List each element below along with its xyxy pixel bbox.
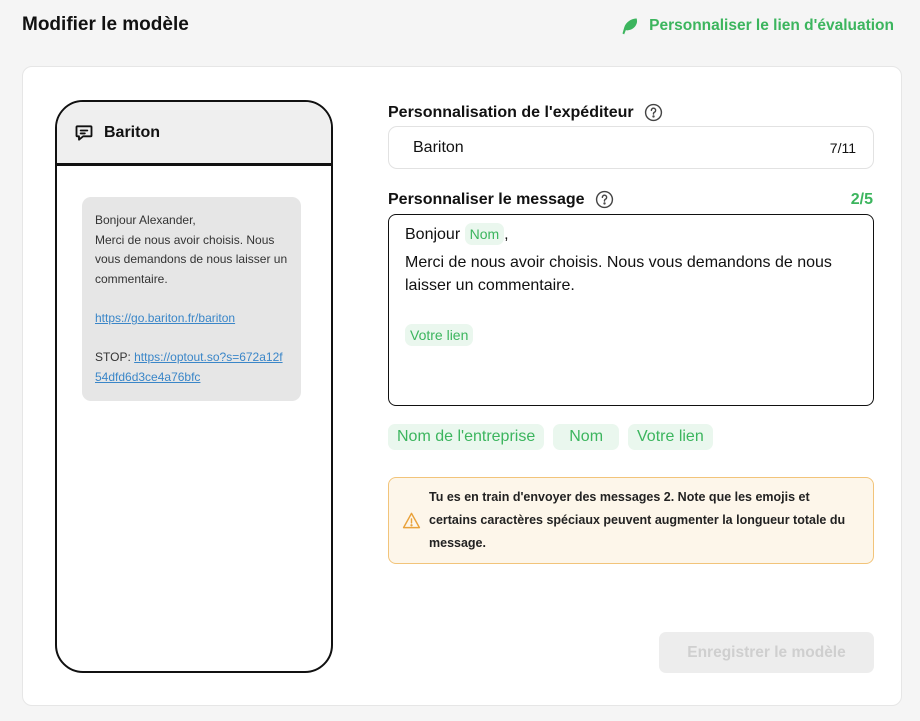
- message-line-greeting: [405, 223, 857, 246]
- warning-icon: [402, 511, 421, 530]
- name-variable-tag: Nom: [465, 223, 505, 245]
- message-body: Merci de nous avoir choisis. Nous vous demandons de nous laisser un commentaire.: [405, 254, 832, 294]
- bubble-greeting: Bonjour Alexander,: [95, 213, 196, 227]
- message-comma: ,: [504, 226, 509, 243]
- message-label-text: Personnaliser le message: [388, 190, 585, 208]
- customize-link-label: Personnaliser le lien d'évaluation: [649, 17, 894, 34]
- message-textarea[interactable]: [388, 214, 874, 406]
- pencil-leaf-icon: [620, 16, 640, 36]
- message-field-label: [388, 190, 614, 209]
- sender-field-label: [388, 103, 663, 122]
- help-icon[interactable]: [644, 103, 663, 122]
- warning-text: Tu es en train d'envoyer des messages 2. Note que les emojis et certains caractères spéciaux peuvent augmenter la longueur totale du message.: [429, 490, 846, 550]
- message-greeting: Bonjour: [405, 226, 465, 243]
- bubble-body: Merci de nous avoir choisis. Nous vous demandons de nous laisser un commentaire.: [95, 232, 288, 286]
- sender-char-count: 7/11: [829, 139, 856, 156]
- phone-sender-name: Bariton: [104, 123, 160, 141]
- length-warning: [388, 477, 874, 564]
- bubble-stop-line: [95, 348, 288, 387]
- save-template-button[interactable]: Enregistrer le modèle: [659, 632, 874, 673]
- message-segment-count: 2/5: [850, 191, 873, 208]
- template-editor-card: [22, 66, 902, 706]
- link-variable-tag: Votre lien: [405, 324, 473, 346]
- bubble-optout-link[interactable]: https://optout.so?s=672a12f54dfd6d3ce4a76bfc: [95, 350, 283, 384]
- help-icon[interactable]: [595, 190, 614, 209]
- sender-name-input[interactable]: [388, 126, 874, 169]
- bubble-stop-label: STOP:: [95, 350, 135, 365]
- insert-name-chip[interactable]: Nom: [553, 424, 619, 450]
- insert-company-name-chip[interactable]: Nom de l'entreprise: [388, 424, 544, 450]
- phone-header: [57, 102, 331, 166]
- bubble-review-link[interactable]: https://go.bariton.fr/bariton: [95, 310, 236, 325]
- phone-preview: [55, 100, 333, 673]
- variable-chips: [388, 424, 713, 450]
- sender-name-value: Bariton: [413, 138, 464, 156]
- customize-review-link[interactable]: [620, 16, 894, 36]
- sender-label-text: Personnalisation de l'expéditeur: [388, 103, 634, 121]
- page-title: Modifier le modèle: [22, 14, 189, 35]
- message-icon: [74, 123, 94, 143]
- insert-link-chip[interactable]: Votre lien: [628, 424, 713, 450]
- sms-bubble: [82, 197, 301, 401]
